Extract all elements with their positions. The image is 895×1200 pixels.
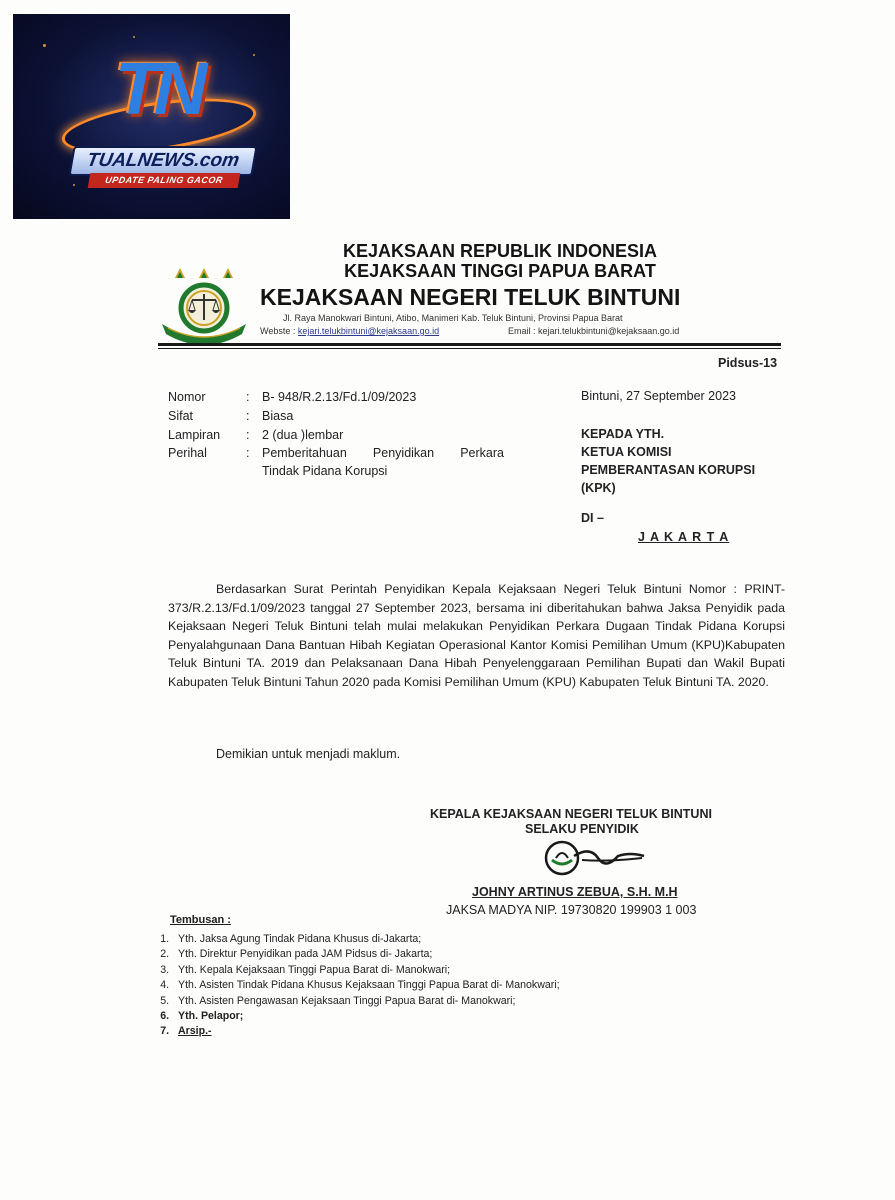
signatory-name: JOHNY ARTINUS ZEBUA, S.H. M.H xyxy=(472,885,678,899)
nomor-colon: : xyxy=(246,390,250,404)
letterhead-email xyxy=(508,326,679,336)
website-label: Webste : xyxy=(260,326,296,336)
recipient-city: J A K A R T A xyxy=(638,530,730,544)
lampiran-value: 2 (dua )lembar xyxy=(262,428,344,442)
cc-item: 7. Arsip.- xyxy=(172,1024,710,1039)
cc-item: 3. Yth. Kepala Kejaksaan Tinggi Papua Barat di- Manokwari; xyxy=(172,963,710,978)
cc-item: 1. Yth. Jaksa Agung Tindak Pidana Khusus di-Jakarta; xyxy=(172,932,710,947)
recipient-line-4: (KPK) xyxy=(581,481,616,495)
perihal-label: Perihal xyxy=(168,446,207,460)
signatory-title-1: KEPALA KEJAKSAAN NEGERI TELUK BINTUNI xyxy=(430,807,712,821)
recipient-di: DI – xyxy=(581,511,604,525)
sifat-value: Biasa xyxy=(262,409,294,423)
nomor-value: B- 948/R.2.13/Fd.1/09/2023 xyxy=(262,390,417,404)
place-date: Bintuni, 27 September 2023 xyxy=(581,389,736,403)
letterhead-rule-thick xyxy=(158,343,781,346)
letterhead-address: Jl. Raya Manokwari Bintuni, Atibo, Manimeri Kab. Teluk Bintuni, Provinsi Papua Barat xyxy=(283,313,623,323)
letterhead-line-1: KEJAKSAAN REPUBLIK INDONESIA xyxy=(342,241,658,261)
recipient-line-2: KETUA KOMISI xyxy=(581,445,672,459)
signatory-rank-nip: JAKSA MADYA NIP. 19730820 199903 1 003 xyxy=(446,903,697,917)
email-address[interactable]: kejari.telukbintuni@kejaksaan.go.id xyxy=(538,326,680,336)
letterhead-rule-thin xyxy=(158,348,781,349)
website-link[interactable]: kejari.telukbintuni@kejaksaan.go.id xyxy=(297,326,440,336)
recipient-line-3: PEMBERANTASAN KORUPSI xyxy=(581,463,756,477)
tualnews-watermark-logo xyxy=(13,14,290,219)
letterhead-office-name: KEJAKSAAN NEGERI TELUK BINTUNI xyxy=(260,284,681,310)
lampiran-colon: : xyxy=(246,428,250,442)
cc-item: 2. Yth. Direktur Penyidikan pada JAM Pidsus di- Jakarta; xyxy=(172,947,710,962)
cc-item: 6. Yth. Pelapor; xyxy=(172,1009,710,1024)
form-code: Pidsus-13 xyxy=(718,356,778,370)
closing-line: Demikian untuk menjadi maklum. xyxy=(216,747,401,761)
perihal-value-line-2: Tindak Pidana Korupsi xyxy=(262,464,388,478)
cc-ordered-list xyxy=(150,932,710,1040)
lampiran-label: Lampiran xyxy=(168,428,221,442)
kejaksaan-emblem-icon xyxy=(158,264,250,348)
body-paragraph: Berdasarkan Surat Perintah Penyidikan Kepala Kejaksaan Negeri Teluk Bintuni Nomor : PRINT- 373/R.2.13/Fd.1/09/2023 tanggal 27 September 2023, bersama ini diberitahukan bahwa Jaksa Penyidik pada Kejaksaan Negeri Teluk Bintuni telah mulai melakukan Penyidikan Perkara Dugaan Tindak Pidana Korupsi Penyalahgunaan Dana Bantuan Hibah Kegiatan Operasional Kantor Komisi Pemilihan Umum (KPU)Kabupaten Teluk Bintuni TA. 2019 dan Pelaksanaan Dana Hibah Penyelenggaraan Pemilihan Bupati dan Wakil Bupati Kabupaten Teluk Bintuni Tahun 2020 pada Komisi Pemilihan Umum (KPU) Kabupaten Teluk Bintuni TA. 2020. xyxy=(168,582,785,689)
perihal-colon: : xyxy=(246,446,250,460)
letterhead-line-2: KEJAKSAAN TINGGI PAPUA BARAT xyxy=(344,261,656,281)
cc-list xyxy=(150,932,710,1040)
logo-tn-mark: TN xyxy=(114,47,202,130)
perihal-value-line-1: Pemberitahuan Penyidikan Perkara xyxy=(262,446,504,460)
signatory-title-2: SELAKU PENYIDIK xyxy=(525,822,639,836)
logo-site-name: TUALNEWS.com xyxy=(68,146,257,176)
sifat-label: Sifat xyxy=(168,409,194,423)
sifat-colon: : xyxy=(246,409,250,423)
signature-stamp-icon xyxy=(538,838,650,878)
letterhead-website xyxy=(260,326,439,336)
cc-item: 5. Yth. Asisten Pengawasan Kejaksaan Tinggi Papua Barat di- Manokwari; xyxy=(172,994,710,1009)
email-label: Email : xyxy=(508,326,536,336)
nomor-label: Nomor xyxy=(168,390,206,404)
logo-tagline: UPDATE PALING GACOR xyxy=(88,173,241,188)
cc-item: 4. Yth. Asisten Tindak Pidana Khusus Kejaksaan Tinggi Papua Barat di- Manokwari; xyxy=(172,978,710,993)
cc-heading: Tembusan : xyxy=(170,914,231,926)
recipient-line-1: KEPADA YTH. xyxy=(581,427,665,441)
